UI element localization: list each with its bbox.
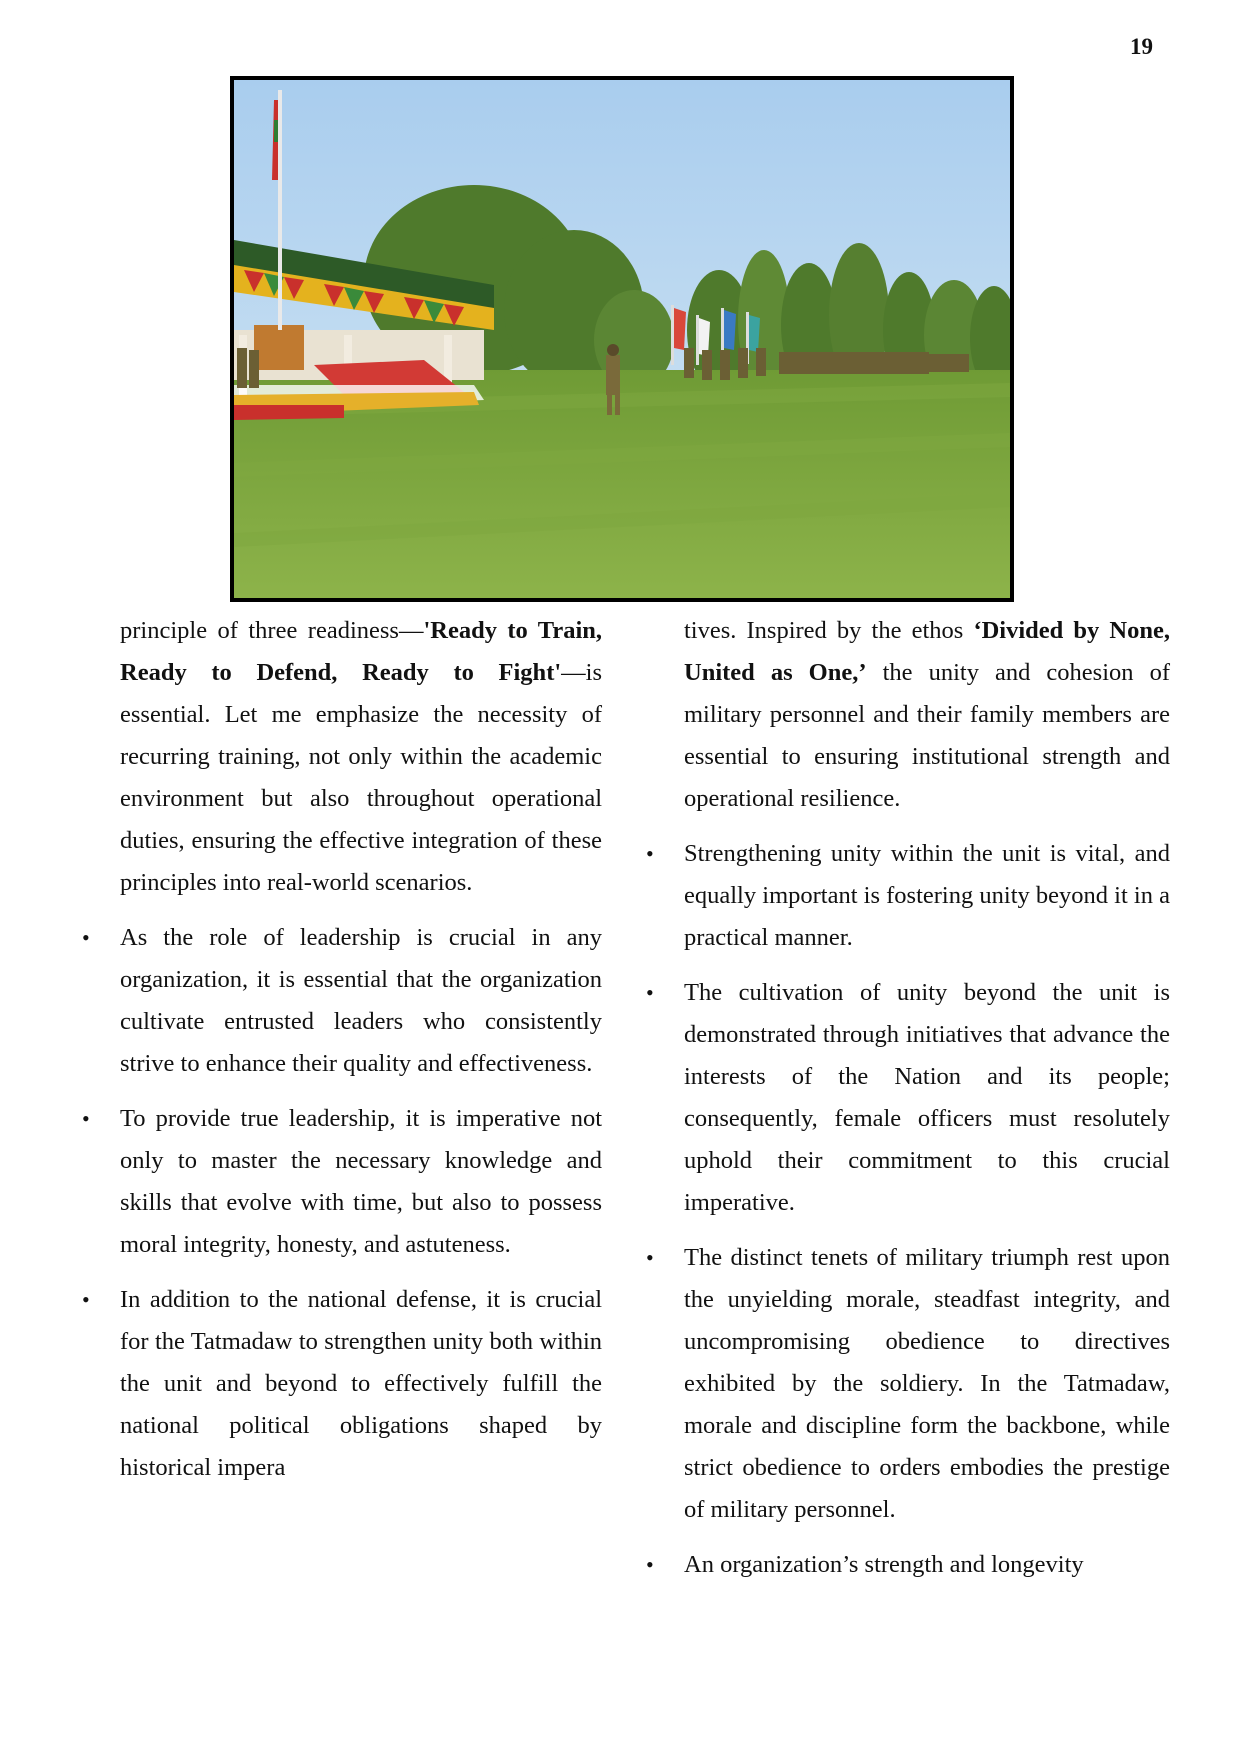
bullet-item: • An organization’s strength and longevity (684, 1544, 1170, 1586)
right-column (684, 610, 1170, 1586)
left-column (120, 610, 602, 1489)
paragraph-text: principle of three readiness— (120, 617, 424, 644)
parade-photo (230, 76, 1014, 602)
bold-phrase: ‘Divided by None, United as One,’ (684, 617, 1170, 686)
bullet-item: • As the role of leadership is crucial in any organization, it is essential that the organization cultivate entrusted leaders who consistently strive to enhance their quality and effectiveness. (120, 917, 602, 1085)
bullet-list (684, 833, 1170, 1586)
paragraph-continuation (120, 610, 602, 904)
bullet-item: • In addition to the national defense, it is crucial for the Tatmadaw to strengthen unity both within the unit and beyond to effectively fulfill the national political obligations shaped by historical impera (120, 1279, 602, 1489)
bullet-item: • The cultivation of unity beyond the unit is demonstrated through initiatives that advance the interests of the Nation and its people; consequently, female officers must resolutely uphold their commitment to this crucial imperative. (684, 972, 1170, 1224)
paragraph-text: tives. Inspired by the ethos (684, 617, 974, 644)
bullet-item: • Strengthening unity within the unit is vital, and equally important is fostering unity beyond it in a practical manner. (684, 833, 1170, 959)
bullet-list (120, 917, 602, 1489)
bullet-item: • To provide true leadership, it is imperative not only to master the necessary knowledge and skills that evolve with time, but also to possess moral integrity, honesty, and astuteness. (120, 1098, 602, 1266)
paragraph-text: the unity and cohesion of military personnel and their family members are essential to ensuring institutional strength and operational resilience. (684, 659, 1170, 812)
page-number: 19 (1130, 34, 1153, 59)
paragraph-continuation (684, 610, 1170, 820)
parade-photo-icon (234, 80, 1010, 598)
bold-phrase: 'Ready to Train, Ready to Defend, Ready to Fight' (120, 617, 603, 686)
paragraph-text: —is essential. Let me emphasize the necessity of recurring training, not only within the academic environment but also throughout operational duties, ensuring the effective integration of these principles into real-world scenarios. (120, 659, 602, 896)
bullet-item: • The distinct tenets of military triumph rest upon the unyielding morale, steadfast integrity, and uncompromising obedience to directives exhibited by the soldiery. In the Tatmadaw, morale and discipline form the backbone, while strict obedience to orders embodies the prestige of military personnel. (684, 1237, 1170, 1531)
